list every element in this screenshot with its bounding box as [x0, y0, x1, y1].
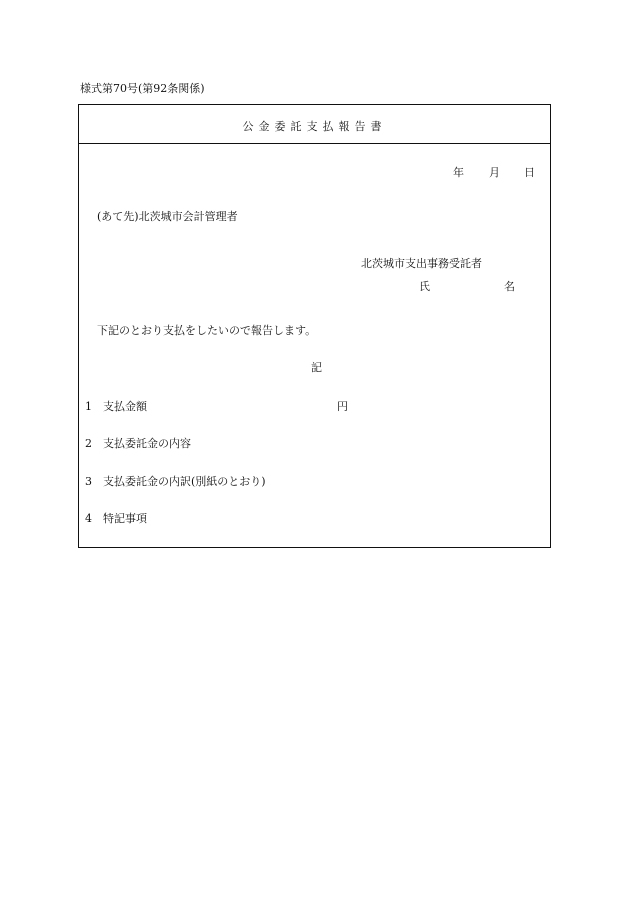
sender-name-label-family: 氏 [419, 280, 430, 293]
form-title: 公金委託支払報告書 [242, 120, 387, 133]
item-number: 1 [85, 400, 92, 413]
date-day-label: 日 [524, 166, 535, 179]
form-number: 様式第70号(第92条関係) [80, 82, 205, 95]
sender-title: 北茨城市支出事務受託者 [361, 257, 482, 270]
title-divider [79, 143, 550, 144]
item-special-notes-label: 特記事項 [103, 512, 147, 525]
item-payment-amount-label: 支払金額 [103, 400, 147, 413]
ki-label: 記 [311, 361, 322, 374]
item-payment-amount-unit: 円 [337, 400, 348, 413]
addressee: (あて先)北茨城市会計管理者 [97, 210, 238, 223]
item-number: 4 [85, 512, 92, 525]
item-breakdown-label: 支払委託金の内訳(別紙のとおり) [103, 475, 266, 488]
intro-text: 下記のとおり支払をしたいので報告します。 [97, 324, 317, 337]
item-contents-label: 支払委託金の内容 [103, 437, 191, 450]
item-number: 2 [85, 437, 92, 450]
item-number: 3 [85, 475, 92, 488]
form-box [78, 104, 551, 548]
sender-name-label-given: 名 [504, 280, 515, 293]
date-month-label: 月 [489, 166, 500, 179]
date-year-label: 年 [453, 166, 464, 179]
